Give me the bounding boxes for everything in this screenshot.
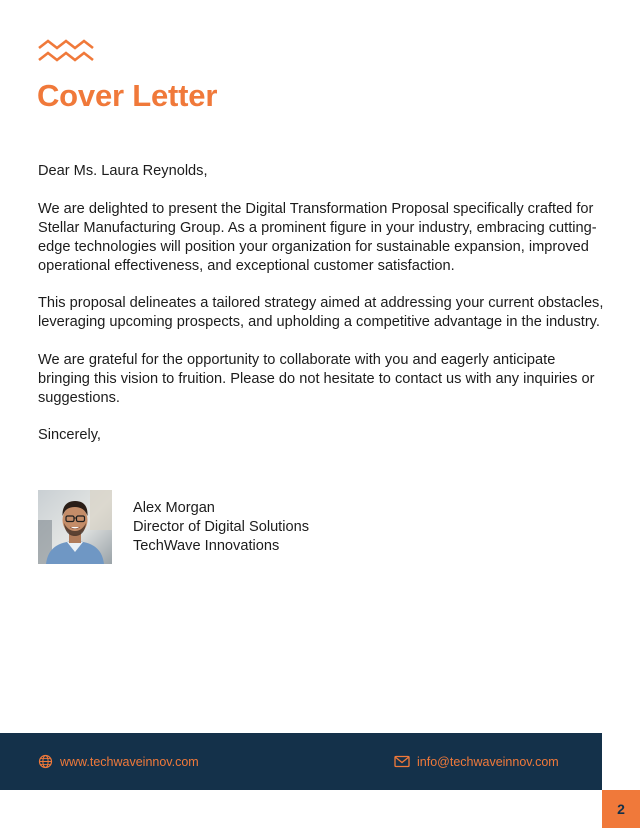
letter-paragraph: This proposal delineates a tailored strategy aimed at addressing your current obstacles, leveraging upcoming prospects, and upholding a competitive advantage in the industry. (38, 295, 604, 330)
footer-bar (0, 733, 602, 790)
salutation: Dear Ms. Laura Reynolds, (38, 163, 208, 179)
closing: Sincerely, (38, 427, 101, 443)
email-link[interactable] (394, 733, 559, 790)
zigzag-logo-icon (37, 38, 97, 66)
portrait-photo (38, 490, 112, 564)
page-number: 2 (602, 790, 640, 828)
mail-icon (394, 755, 410, 768)
signature-text (133, 499, 309, 556)
signer-role: Director of Digital Solutions (133, 519, 310, 535)
avatar (38, 490, 112, 564)
letter-paragraph: We are delighted to present the Digital Transformation Proposal specifically crafted for Stellar Manufacturing Group. As a prominent figure in your industry, embracing cutting-edge technologies will position your organization for sustainable expansion, improved operational effectiveness, and exceptional customer satisfaction. (38, 200, 597, 274)
email-text: info@techwaveinnov.com (417, 754, 559, 769)
signature-block (38, 490, 598, 565)
website-link[interactable] (38, 733, 199, 790)
signer-name: Alex Morgan (133, 500, 215, 516)
page-title: Cover Letter (37, 78, 218, 113)
globe-icon (38, 754, 53, 769)
letter-body (38, 162, 604, 464)
website-text: www.techwaveinnov.com (60, 754, 199, 769)
letter-paragraph: We are grateful for the opportunity to collaborate with you and eagerly anticipate bringing this vision to fruition. Please do not hesitate to contact us with any inquiries or suggestions. (38, 351, 595, 406)
signer-company: TechWave Innovations (133, 538, 280, 554)
